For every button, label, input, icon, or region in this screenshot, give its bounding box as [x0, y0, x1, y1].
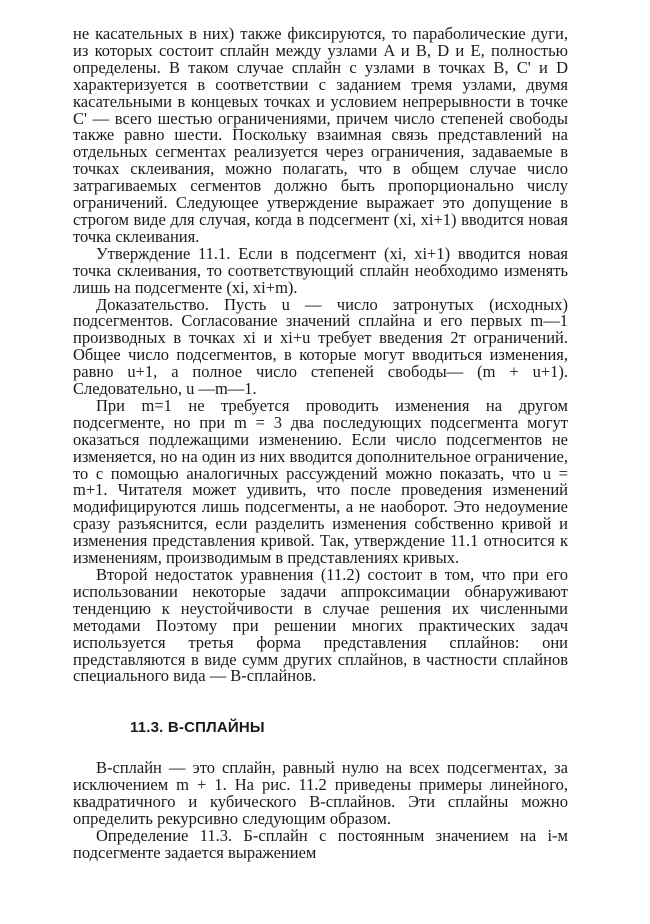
paragraph-discussion: При m=1 не требуется проводить изменения на другом подсегменте, но при m = 3 два последующих подсегмента могут оказаться подлежащими изменению. Если число подсегментов не изменяется, но на один из них вводится дополнительное ограничение, то с помощью аналогичных рассуждений можно показать, что u = m+1. Читателя может удивить, что после проведения изменений модифицируются лишь подсегменты, а не наоборот. Это недоумение сразу разъяснится, если разделить изменения собственно кривой и изменения представления кривой. Так, утверждение 11.1 относится к изменениям, производимым в представлениях кривых.	[73, 395, 568, 568]
paragraph-b-spline-intro: B-сплайн — это сплайн, равный нулю на всех подсегментах, за исключением m + 1. На рис. 11.2 приведены примеры линейного, квадратичного и кубического B-сплайнов. Эти сплайны можно определить рекурсивно следующим образом.	[73, 758, 568, 829]
paragraph-continuation: не касательных в них) также фиксируются, то параболические дуги, из которых состоит сплайн между узлами A и B, D и E, полностью определены. В таком случае сплайн с узлами в точках B, C' и D характеризуется в соответствии с заданием тремя узлами, двумя касательными в концевых точках и условием непрерывности в точке C' — всего шестью ограничениями, причем число степеней свободы также равно шести. Поскольку взаимная связь представлений на отдельных сегментах реализуется через ограничения, задаваемые в точках склеивания, можно полагать, что в общем случае число затрагиваемых сегментов должно быть пропорционально числу ограничений. Следующее утверждение выражает это допущение в строгом виде для случая, когда в подсегмент (xi, xi+1) вводится новая точка склеивания.	[73, 24, 568, 246]
section-heading: 11.3. B-СПЛАЙНЫ	[130, 719, 265, 737]
proof-paragraph: Доказательство. Пусть u — число затронутых (исходных) подсегментов. Согласование значений сплайна и его первых m—1 производных в точках xi и xi+u требует введения 2т ограничений. Общее число подсегментов, в которые могут вводиться изменения, равно u+1, а полное число степеней свободы— (m + u+1). Следовательно, u —m—1.	[73, 294, 568, 399]
statement-11-1: Утверждение 11.1. Если в подсегмент (xi, xi+1) вводится новая точка склеивания, то соответствующий сплайн необходимо изменять лишь на подсегменте (xi, xi+m).	[73, 243, 568, 297]
definition-11-3: Определение 11.3. Б-сплайн с постоянным значением на i-м подсегменте задается выражением	[73, 825, 568, 862]
paragraph-second-drawback: Второй недостаток уравнения (11.2) состоит в том, что при его использовании некоторые задачи аппроксимации обнаруживают тенденцию к неустойчивости в случае решения их численными методами Поэтому при решении многих практических задач используется третья форма представления сплайнов: они представляются в виде сумм других сплайнов, в частности сплайнов специального вида — B-сплайнов.	[73, 565, 568, 686]
